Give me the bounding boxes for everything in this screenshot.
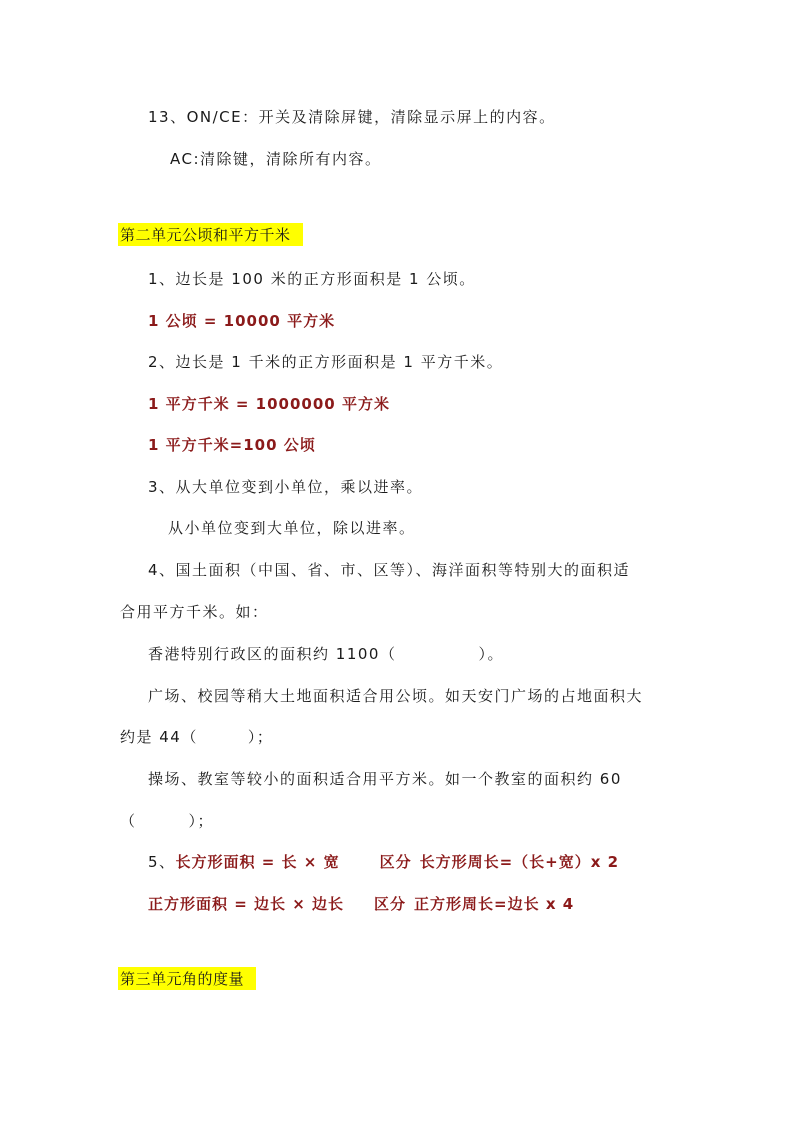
formula-sqkm-sqm: 1 平方千米 = 1000000 平方米 bbox=[148, 395, 390, 413]
unit3-heading: 第三单元角的度量 bbox=[118, 967, 256, 990]
hongkong-text: 香港特别行政区的面积约 1100（ bbox=[148, 645, 397, 663]
square-text: 约是 44（ bbox=[120, 728, 198, 746]
unit2-point1: 1、边长是 100 米的正方形面积是 1 公顷。 bbox=[148, 270, 476, 288]
room-line-b bbox=[120, 810, 214, 831]
rect-perimeter-formula: 长方形周长=（长+宽）x 2 bbox=[419, 853, 620, 871]
formula-sqkm-hectare: 1 平方千米=100 公顷 bbox=[148, 436, 316, 454]
square-close: ）； bbox=[247, 728, 274, 746]
point5-line1 bbox=[148, 851, 619, 872]
hongkong-question bbox=[148, 643, 504, 664]
square-line-b bbox=[120, 726, 273, 747]
square-area-formula: 正方形面积 = 边长 × 边长 bbox=[148, 895, 345, 913]
item13-line1: 13、ON/CE：开关及清除屏键，清除显示屏上的内容。 bbox=[148, 108, 556, 126]
unit2-point4b: 合用平方千米。如： bbox=[120, 603, 269, 621]
room-open: （ bbox=[120, 812, 137, 830]
square-line-a: 广场、校园等稍大土地面积适合用公顷。如天安门广场的占地面积大 bbox=[148, 687, 644, 705]
unit2-point4a: 4、国土面积（中国、省、市、区等）、海洋面积等特别大的面积适 bbox=[148, 561, 631, 579]
unit2-point3b: 从小单位变到大单位，除以进率。 bbox=[168, 519, 416, 537]
item13-line2: AC:清除键，清除所有内容。 bbox=[170, 150, 382, 168]
diff-label-2: 区分 bbox=[374, 895, 407, 913]
square-perimeter-formula: 正方形周长=边长 x 4 bbox=[414, 895, 575, 913]
point5-line2 bbox=[148, 893, 574, 914]
unit2-heading: 第二单元公顷和平方千米 bbox=[118, 223, 303, 246]
formula-hectare: 1 公顷 = 10000 平方米 bbox=[148, 312, 336, 330]
rect-area-formula: 长方形面积 = 长 × 宽 bbox=[175, 853, 340, 871]
diff-label-1: 区分 bbox=[379, 853, 412, 871]
room-line-a: 操场、教室等较小的面积适合用平方米。如一个教室的面积约 60 bbox=[148, 770, 622, 788]
unit2-point2: 2、边长是 1 千米的正方形面积是 1 平方千米。 bbox=[148, 353, 504, 371]
room-close: ）； bbox=[188, 812, 215, 830]
unit2-point3a: 3、从大单位变到小单位，乘以进率。 bbox=[148, 478, 424, 496]
hongkong-close: ）。 bbox=[478, 645, 504, 663]
point5-number: 5、 bbox=[148, 853, 176, 871]
